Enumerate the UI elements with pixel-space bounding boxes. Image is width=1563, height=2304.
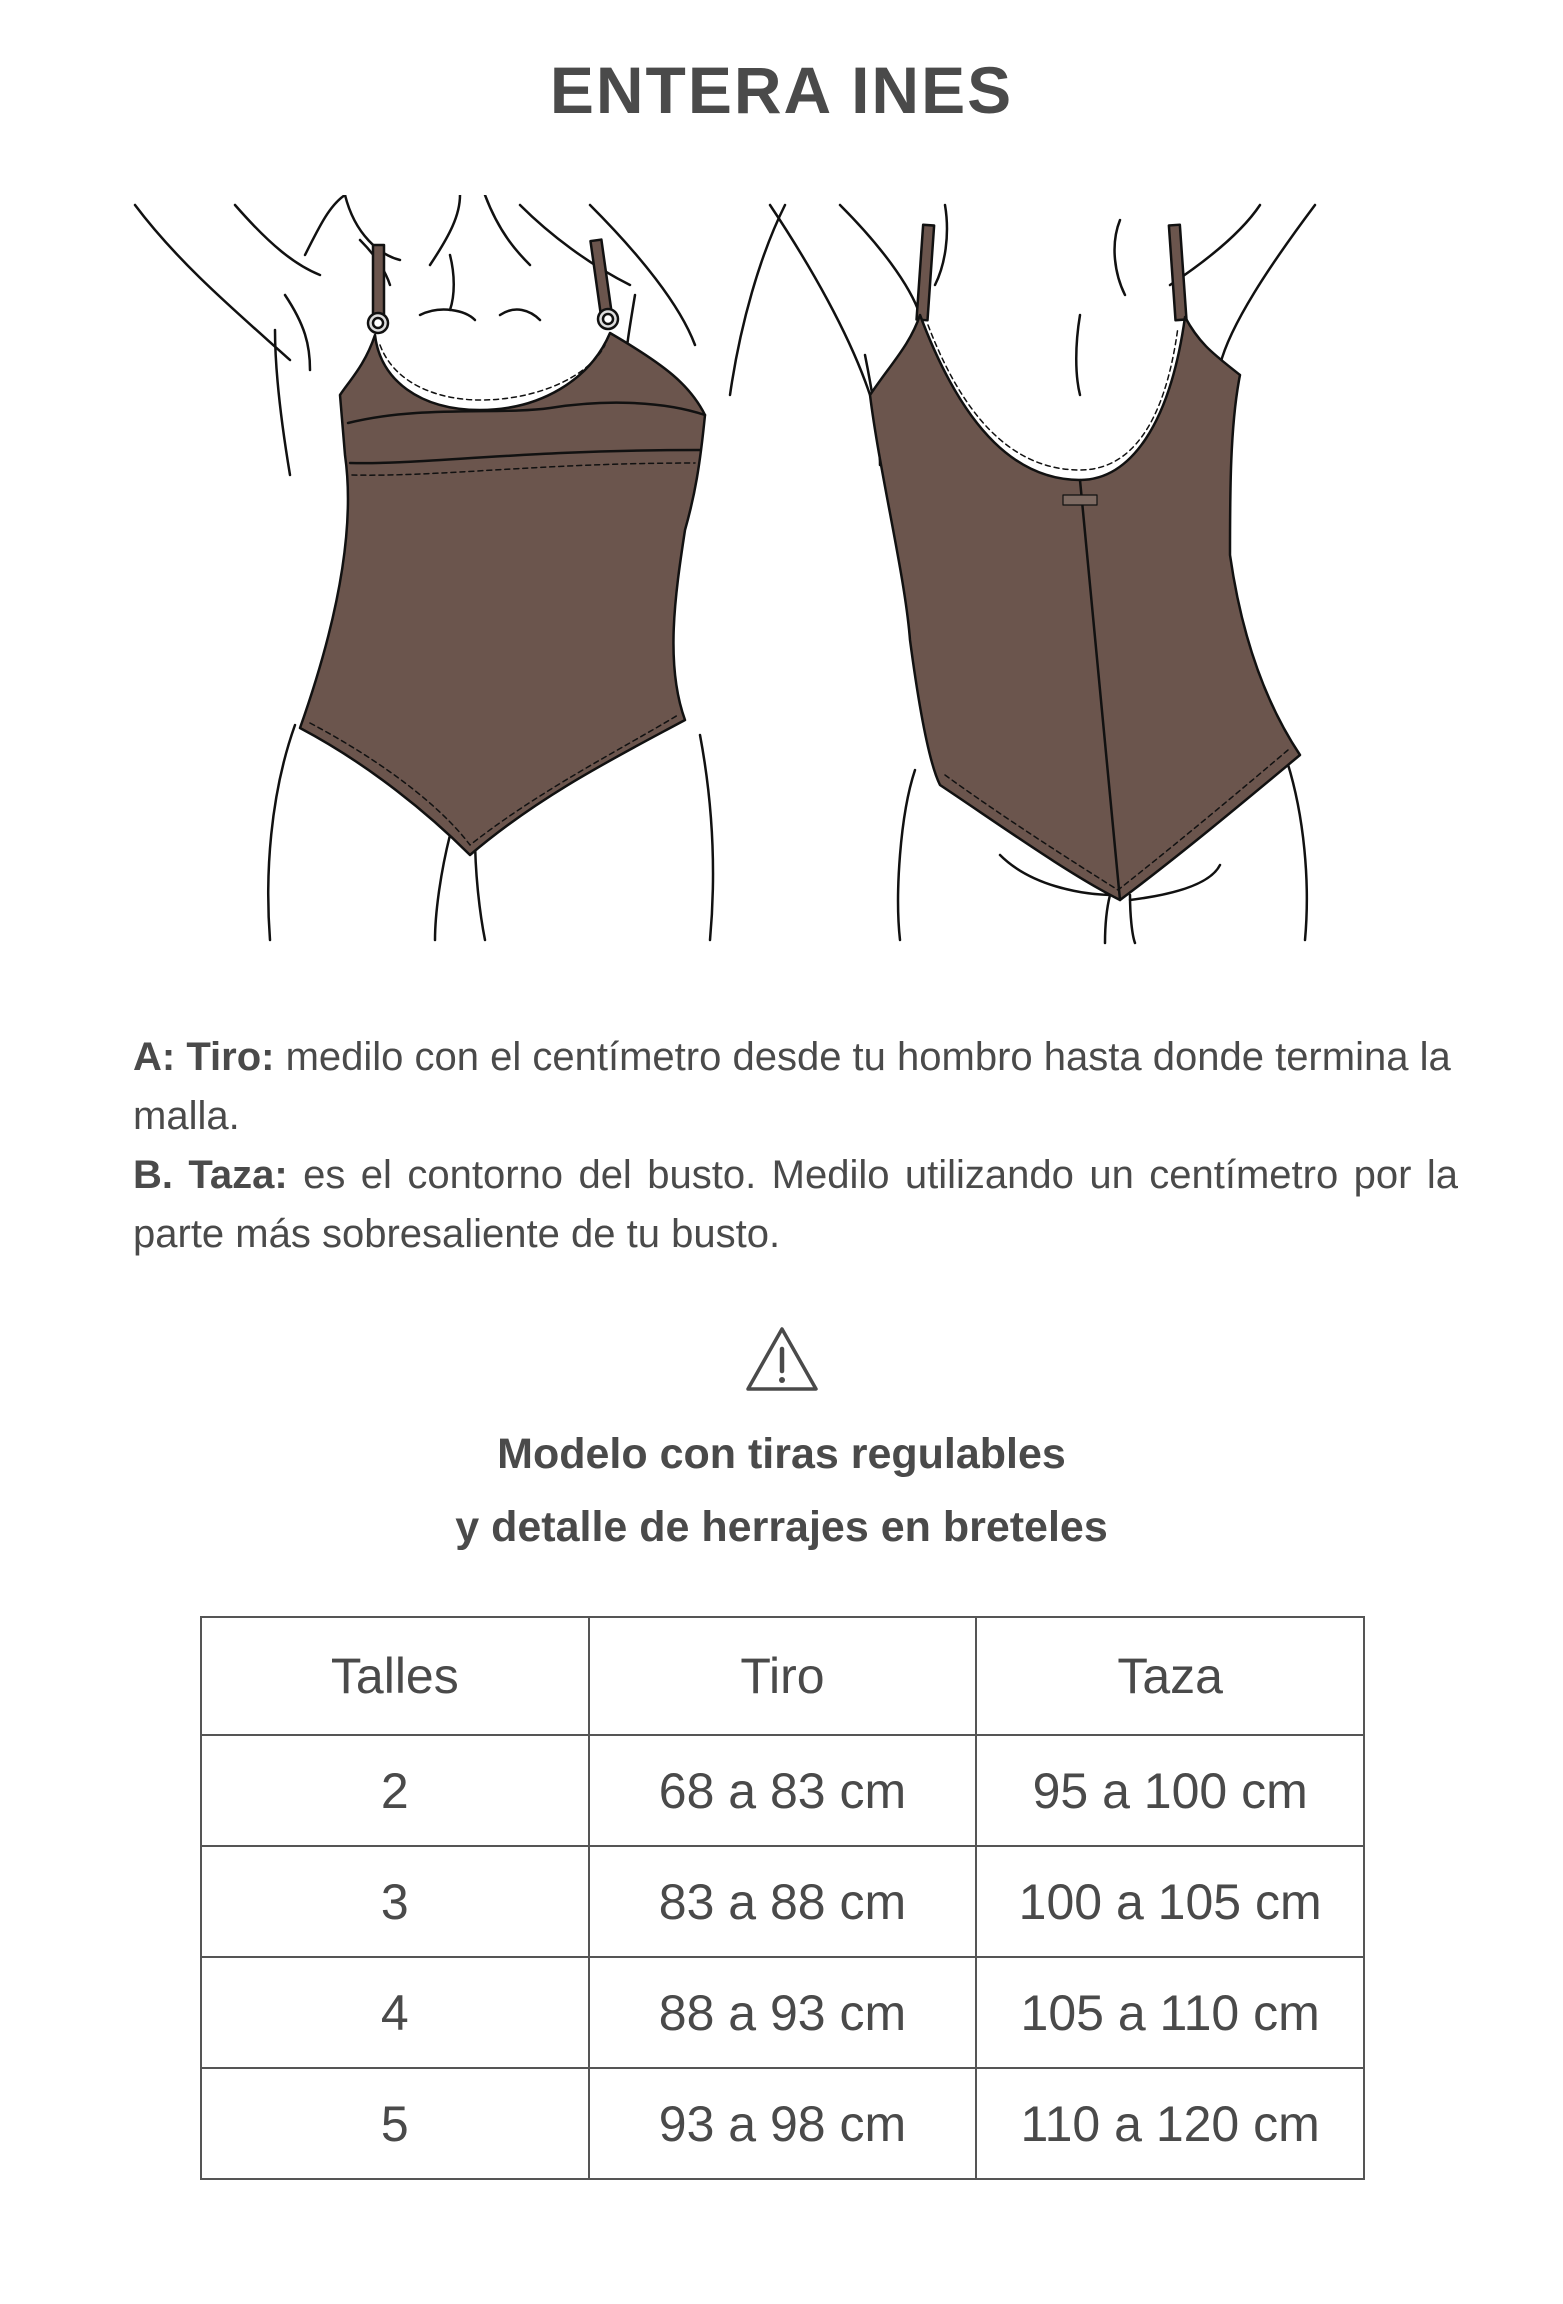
header-tiro: Tiro (589, 1617, 977, 1735)
cell-tiro: 93 a 98 cm (589, 2068, 977, 2179)
cell-taza: 100 a 105 cm (976, 1846, 1364, 1957)
swimsuit-illustration (120, 195, 1450, 955)
cell-taza: 105 a 110 cm (976, 1957, 1364, 2068)
cell-talle: 2 (201, 1735, 589, 1846)
note-line-2: y detalle de herrajes en breteles (455, 1503, 1108, 1551)
table-row (201, 1735, 1364, 1846)
measure-a-text: medilo con el centímetro desde tu hombro hasta donde termina la malla. (133, 1035, 1451, 1138)
measure-instructions (133, 1028, 1458, 1264)
header-talles: Talles (201, 1617, 589, 1735)
page-title: ENTERA INES (549, 53, 1014, 127)
warning-triangle-icon (744, 1325, 820, 1395)
note-line-1: Modelo con tiras regulables (497, 1430, 1066, 1478)
measure-b (133, 1146, 1458, 1264)
header-taza: Taza (976, 1617, 1364, 1735)
back-view-illustration (770, 205, 1315, 943)
measure-a-label: A: Tiro: (133, 1035, 275, 1079)
cell-taza: 95 a 100 cm (976, 1735, 1364, 1846)
cell-taza: 110 a 120 cm (976, 2068, 1364, 2179)
front-view-illustration (135, 195, 785, 940)
measure-b-label: B. Taza: (133, 1153, 288, 1197)
cell-talle: 4 (201, 1957, 589, 2068)
table-row (201, 2068, 1364, 2179)
table-row (201, 1957, 1364, 2068)
table-header-row (201, 1617, 1364, 1735)
measure-b-text: es el contorno del busto. Medilo utilizando un centímetro por la parte más sobresaliente de tu busto. (133, 1153, 1458, 1256)
cell-talle: 3 (201, 1846, 589, 1957)
cell-tiro: 68 a 83 cm (589, 1735, 977, 1846)
cell-talle: 5 (201, 2068, 589, 2179)
cell-tiro: 83 a 88 cm (589, 1846, 977, 1957)
table-row (201, 1846, 1364, 1957)
size-table (200, 1616, 1365, 2180)
cell-tiro: 88 a 93 cm (589, 1957, 977, 2068)
measure-a (133, 1028, 1458, 1146)
